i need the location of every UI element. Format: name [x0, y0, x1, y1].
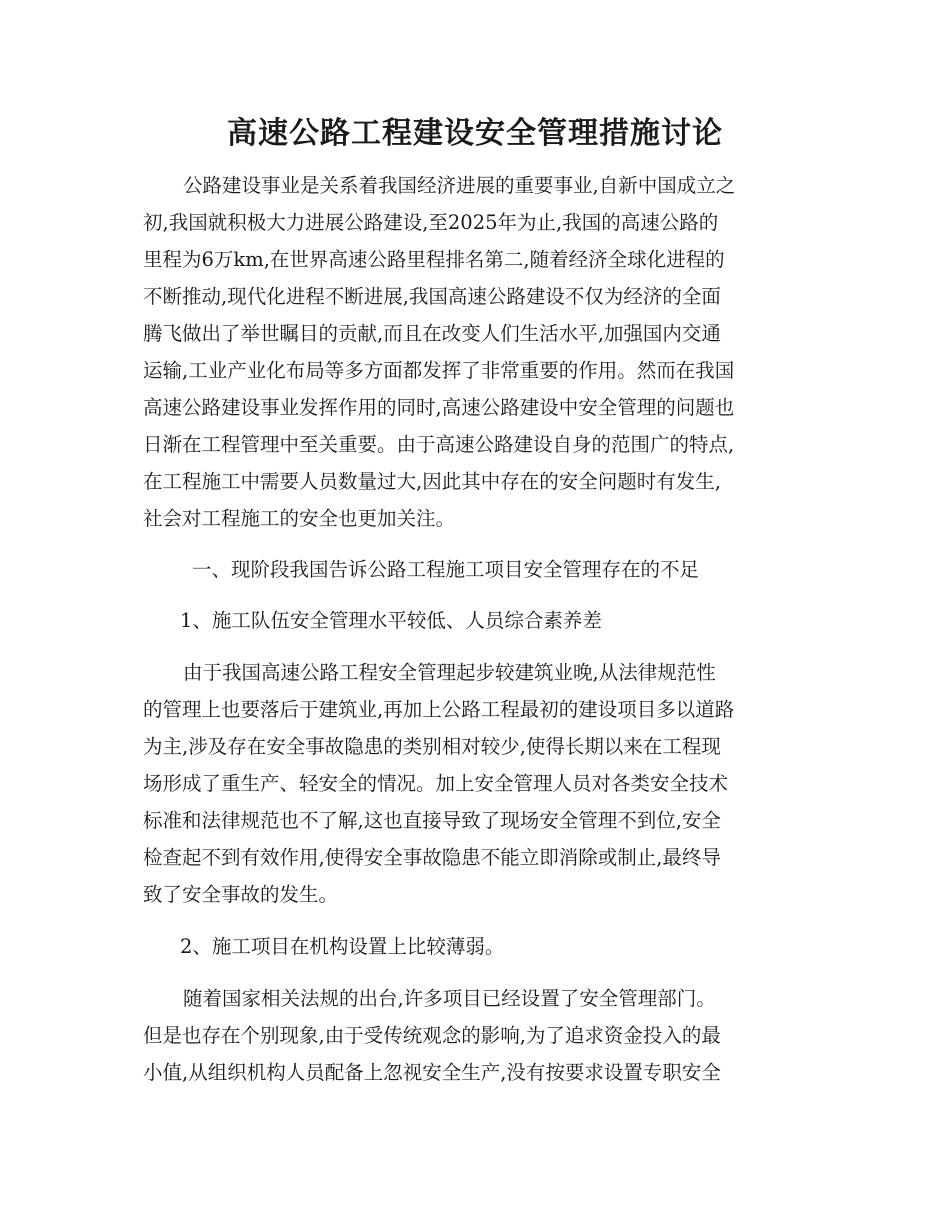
paragraph-line: 日渐在工程管理中至关重要。由于高速公路建设自身的范围广的特点,	[143, 433, 735, 456]
paragraph-line: 的管理上也要落后于建筑业,再加上公路工程最初的建设项目多以道路	[143, 698, 735, 721]
paragraph-line: 为主,涉及存在安全事故隐患的类别相对较少,使得长期以来在工程现	[143, 735, 721, 758]
paragraph-line: 社会对工程施工的安全也更加关注。	[143, 507, 456, 530]
paragraph-line: 在工程施工中需要人员数量过大,因此其中存在的安全问题时有发生,	[143, 470, 721, 493]
section-heading: 一、现阶段我国告诉公路工程施工项目安全管理存在的不足	[192, 558, 700, 581]
subsection-heading: 1、施工队伍安全管理水平较低、人员综合素养差	[180, 609, 602, 632]
paragraph-line: 致了安全事故的发生。	[143, 883, 339, 906]
paragraph-line: 不断推动,现代化进程不断进展,我国高速公路建设不仅为经济的全面	[143, 285, 721, 308]
paragraph-line: 由于我国高速公路工程安全管理起步较建筑业晚,从法律规范性	[183, 661, 716, 684]
paragraph-line: 检查起不到有效作用,使得安全事故隐患不能立即消除或制止,最终导	[143, 846, 721, 869]
document-title: 高速公路工程建设安全管理措施讨论	[227, 116, 723, 151]
paragraph-line: 小值,从组织机构人员配备上忽视安全生产,没有按要求设置专职安全	[143, 1061, 721, 1084]
paragraph-line: 随着国家相关法规的出台,许多项目已经设置了安全管理部门。	[183, 987, 716, 1010]
paragraph-line: 高速公路建设事业发挥作用的同时,高速公路建设中安全管理的问题也	[143, 396, 735, 419]
subsection-heading: 2、施工项目在机构设置上比较薄弱。	[180, 935, 505, 958]
paragraph-line: 腾飞做出了举世瞩目的贡献,而且在改变人们生活水平,加强国内交通	[143, 322, 721, 345]
paragraph-line: 场形成了重生产、轻安全的情况。加上安全管理人员对各类安全技术	[143, 772, 729, 795]
paragraph-line: 里程为6万km,在世界高速公路里程排名第二,随着经济全球化进程的	[143, 248, 725, 271]
paragraph-line: 运输,工业产业化布局等多方面都发挥了非常重要的作用。然而在我国	[143, 359, 735, 382]
paragraph-line: 但是也存在个别现象,由于受传统观念的影响,为了追求资金投入的最	[143, 1024, 721, 1047]
paragraph-line: 标准和法律规范也不了解,这也直接导致了现场安全管理不到位,安全	[143, 809, 721, 832]
paragraph-line: 初,我国就积极大力进展公路建设,至2025年为止,我国的高速公路的	[143, 211, 719, 234]
paragraph-line: 公路建设事业是关系着我国经济进展的重要事业,自新中国成立之	[183, 174, 736, 197]
